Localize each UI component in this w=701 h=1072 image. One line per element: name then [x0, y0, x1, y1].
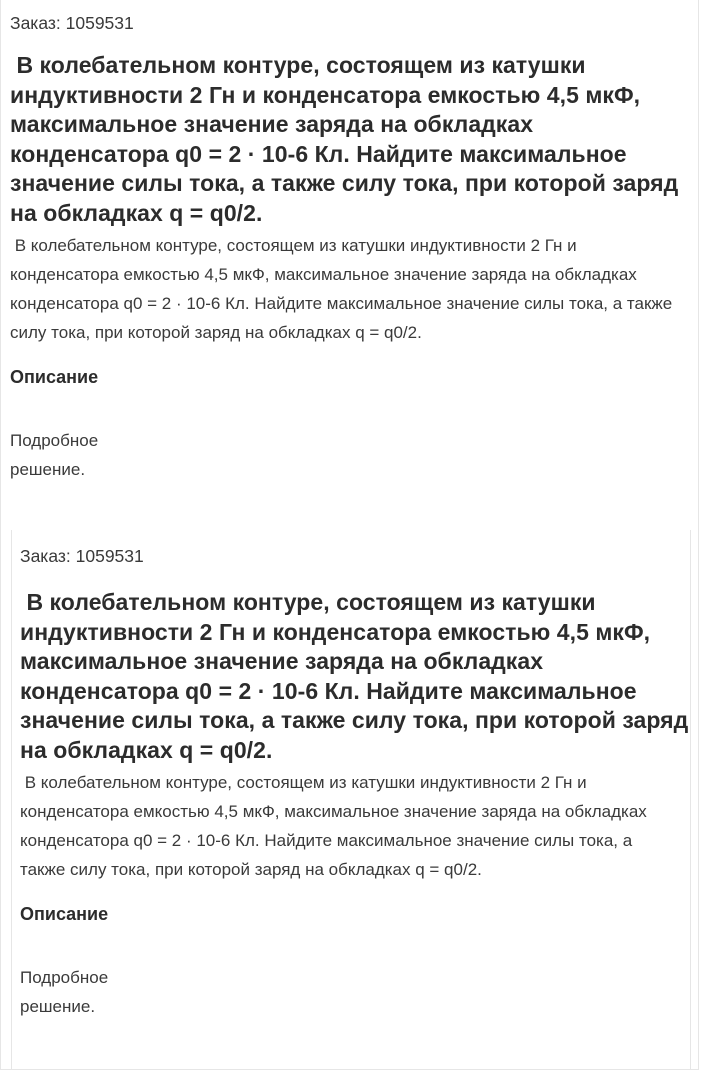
order-number: Заказ: 1059531	[20, 546, 144, 566]
problem-title: В колебательном контуре, состоящем из катушки индуктивности 2 Гн и конденсатора емкостью 4,5 мкФ, максимальное значение заряда на обкладках конденсатора q0 = 2 · 10-6 Кл. Найдите максимальное значение силы тока, а также силу тока, при которой заряд на обкладках q = q0/2.	[20, 589, 695, 763]
problem-text: В колебательном контуре, состоящем из катушки индуктивности 2 Гн и конденсатора емкостью 4,5 мкФ, максимальное значение заряда на обкладках конденсатора q0 = 2 · 10-6 Кл. Найдите максимальное значение силы тока, а также силу тока, при которой заряд на обкладках q = q0/2.	[10, 236, 677, 342]
order-card	[10, 0, 692, 484]
order-number: Заказ: 1059531	[10, 13, 134, 33]
problem-title: В колебательном контуре, состоящем из катушки индуктивности 2 Гн и конденсатора емкостью 4,5 мкФ, максимальное значение заряда на обкладках конденсатора q0 = 2 · 10-6 Кл. Найдите максимальное значение силы тока, а также силу тока, при которой заряд на обкладках q = q0/2.	[10, 52, 685, 226]
problem-text: В колебательном контуре, состоящем из катушки индуктивности 2 Гн и конденсатора емкостью 4,5 мкФ, максимальное значение заряда на обкладках конденсатора q0 = 2 · 10-6 Кл. Найдите максимальное значение силы тока, а также силу тока, при которой заряд на обкладках q = q0/2.	[20, 773, 652, 879]
description-text: Подробное решение.	[10, 431, 99, 479]
order-card	[11, 530, 695, 1070]
description-text: Подробное решение.	[20, 968, 109, 1016]
description-heading: Описание	[20, 904, 109, 924]
description-heading: Описание	[10, 367, 99, 387]
